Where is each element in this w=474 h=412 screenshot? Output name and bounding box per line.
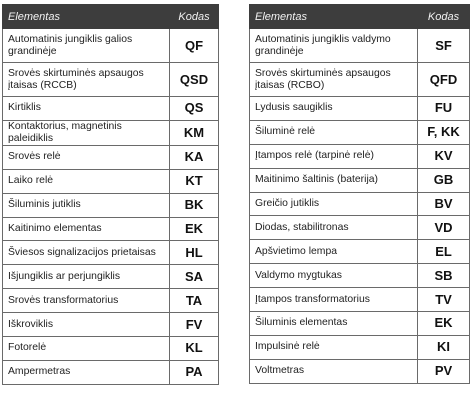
element-code-cell: HL (170, 241, 219, 265)
element-code-cell: KA (170, 145, 219, 169)
element-name-cell: Impulsinė relė (250, 335, 418, 359)
element-code-cell: KM (170, 120, 219, 145)
table-row (250, 216, 470, 240)
element-name-cell: Įtampos relė (tarpinė relė) (250, 144, 418, 168)
table-row (250, 335, 470, 359)
table-row (250, 240, 470, 264)
element-name-cell: Kontaktorius, magnetinis paleidiklis (3, 120, 170, 145)
element-name-cell: Įtampos transformatorius (250, 288, 418, 312)
table-row (3, 169, 219, 193)
element-code-cell: SA (170, 265, 219, 289)
header-element: Elementas (250, 5, 418, 29)
element-name-cell: Ampermetras (3, 360, 170, 384)
element-code-cell: PV (418, 359, 470, 383)
header-code: Kodas (418, 5, 470, 29)
table-row (3, 241, 219, 265)
element-code-cell: PA (170, 360, 219, 384)
element-code-cell: BK (170, 193, 219, 217)
element-code-cell: TA (170, 289, 219, 313)
element-name-cell: Iškroviklis (3, 313, 170, 337)
header-element: Elementas (3, 5, 170, 29)
table-row (250, 312, 470, 336)
element-code-cell: SF (418, 29, 470, 63)
table-row (250, 29, 470, 63)
table-row (3, 120, 219, 145)
element-name-cell: Srovės skirtuminės apsaugos įtaisas (RCBO) (250, 63, 418, 97)
table-header-row (250, 5, 470, 29)
table-row (3, 145, 219, 169)
table-row (3, 265, 219, 289)
left-codes-table (2, 4, 219, 385)
element-name-cell: Automatinis jungiklis galios grandinėje (3, 29, 170, 63)
table-row (3, 360, 219, 384)
element-code-cell: FU (418, 97, 470, 121)
element-name-cell: Fotorelė (3, 337, 170, 361)
element-name-cell: Laiko relė (3, 169, 170, 193)
table-row (3, 289, 219, 313)
table-row (3, 337, 219, 361)
element-name-cell: Šiluminis elementas (250, 312, 418, 336)
element-name-cell: Greičio jutiklis (250, 192, 418, 216)
table-row (250, 120, 470, 144)
table-row (250, 97, 470, 121)
element-code-cell: FV (170, 313, 219, 337)
element-code-cell: VD (418, 216, 470, 240)
table-row (3, 217, 219, 241)
element-code-cell: TV (418, 288, 470, 312)
table-row (250, 168, 470, 192)
element-name-cell: Kirtiklis (3, 97, 170, 121)
element-name-cell: Išjungiklis ar perjungiklis (3, 265, 170, 289)
element-code-cell: GB (418, 168, 470, 192)
table-row (250, 359, 470, 383)
right-codes-table (249, 4, 470, 384)
element-name-cell: Maitinimo šaltinis (baterija) (250, 168, 418, 192)
element-code-cell: QF (170, 29, 219, 63)
element-code-cell: SB (418, 264, 470, 288)
element-code-cell: KI (418, 335, 470, 359)
table-row (3, 63, 219, 97)
table-row (250, 192, 470, 216)
element-code-cell: EL (418, 240, 470, 264)
element-code-cell: QS (170, 97, 219, 121)
element-code-cell: F, KK (418, 120, 470, 144)
element-name-cell: Šiluminė relė (250, 120, 418, 144)
table-row (3, 193, 219, 217)
element-name-cell: Kaitinimo elementas (3, 217, 170, 241)
table-row (3, 313, 219, 337)
table-header-row (3, 5, 219, 29)
element-code-cell: QFD (418, 63, 470, 97)
element-code-cell: EK (170, 217, 219, 241)
element-code-cell: KT (170, 169, 219, 193)
element-name-cell: Voltmetras (250, 359, 418, 383)
element-code-cell: QSD (170, 63, 219, 97)
element-code-cell: KL (170, 337, 219, 361)
element-name-cell: Srovės relė (3, 145, 170, 169)
element-name-cell: Lydusis saugiklis (250, 97, 418, 121)
element-code-cell: BV (418, 192, 470, 216)
header-code: Kodas (170, 5, 219, 29)
table-row (3, 29, 219, 63)
table-row (3, 97, 219, 121)
element-name-cell: Valdymo mygtukas (250, 264, 418, 288)
element-name-cell: Srovės transformatorius (3, 289, 170, 313)
element-name-cell: Šviesos signalizacijos prietaisas (3, 241, 170, 265)
table-row (250, 288, 470, 312)
element-name-cell: Apšvietimo lempa (250, 240, 418, 264)
element-name-cell: Automatinis jungiklis valdymo grandinėje (250, 29, 418, 63)
table-row (250, 144, 470, 168)
element-name-cell: Srovės skirtuminės apsaugos įtaisas (RCCB) (3, 63, 170, 97)
table-row (250, 63, 470, 97)
element-code-cell: KV (418, 144, 470, 168)
element-code-cell: EK (418, 312, 470, 336)
element-name-cell: Šiluminis jutiklis (3, 193, 170, 217)
element-name-cell: Diodas, stabilitronas (250, 216, 418, 240)
table-row (250, 264, 470, 288)
